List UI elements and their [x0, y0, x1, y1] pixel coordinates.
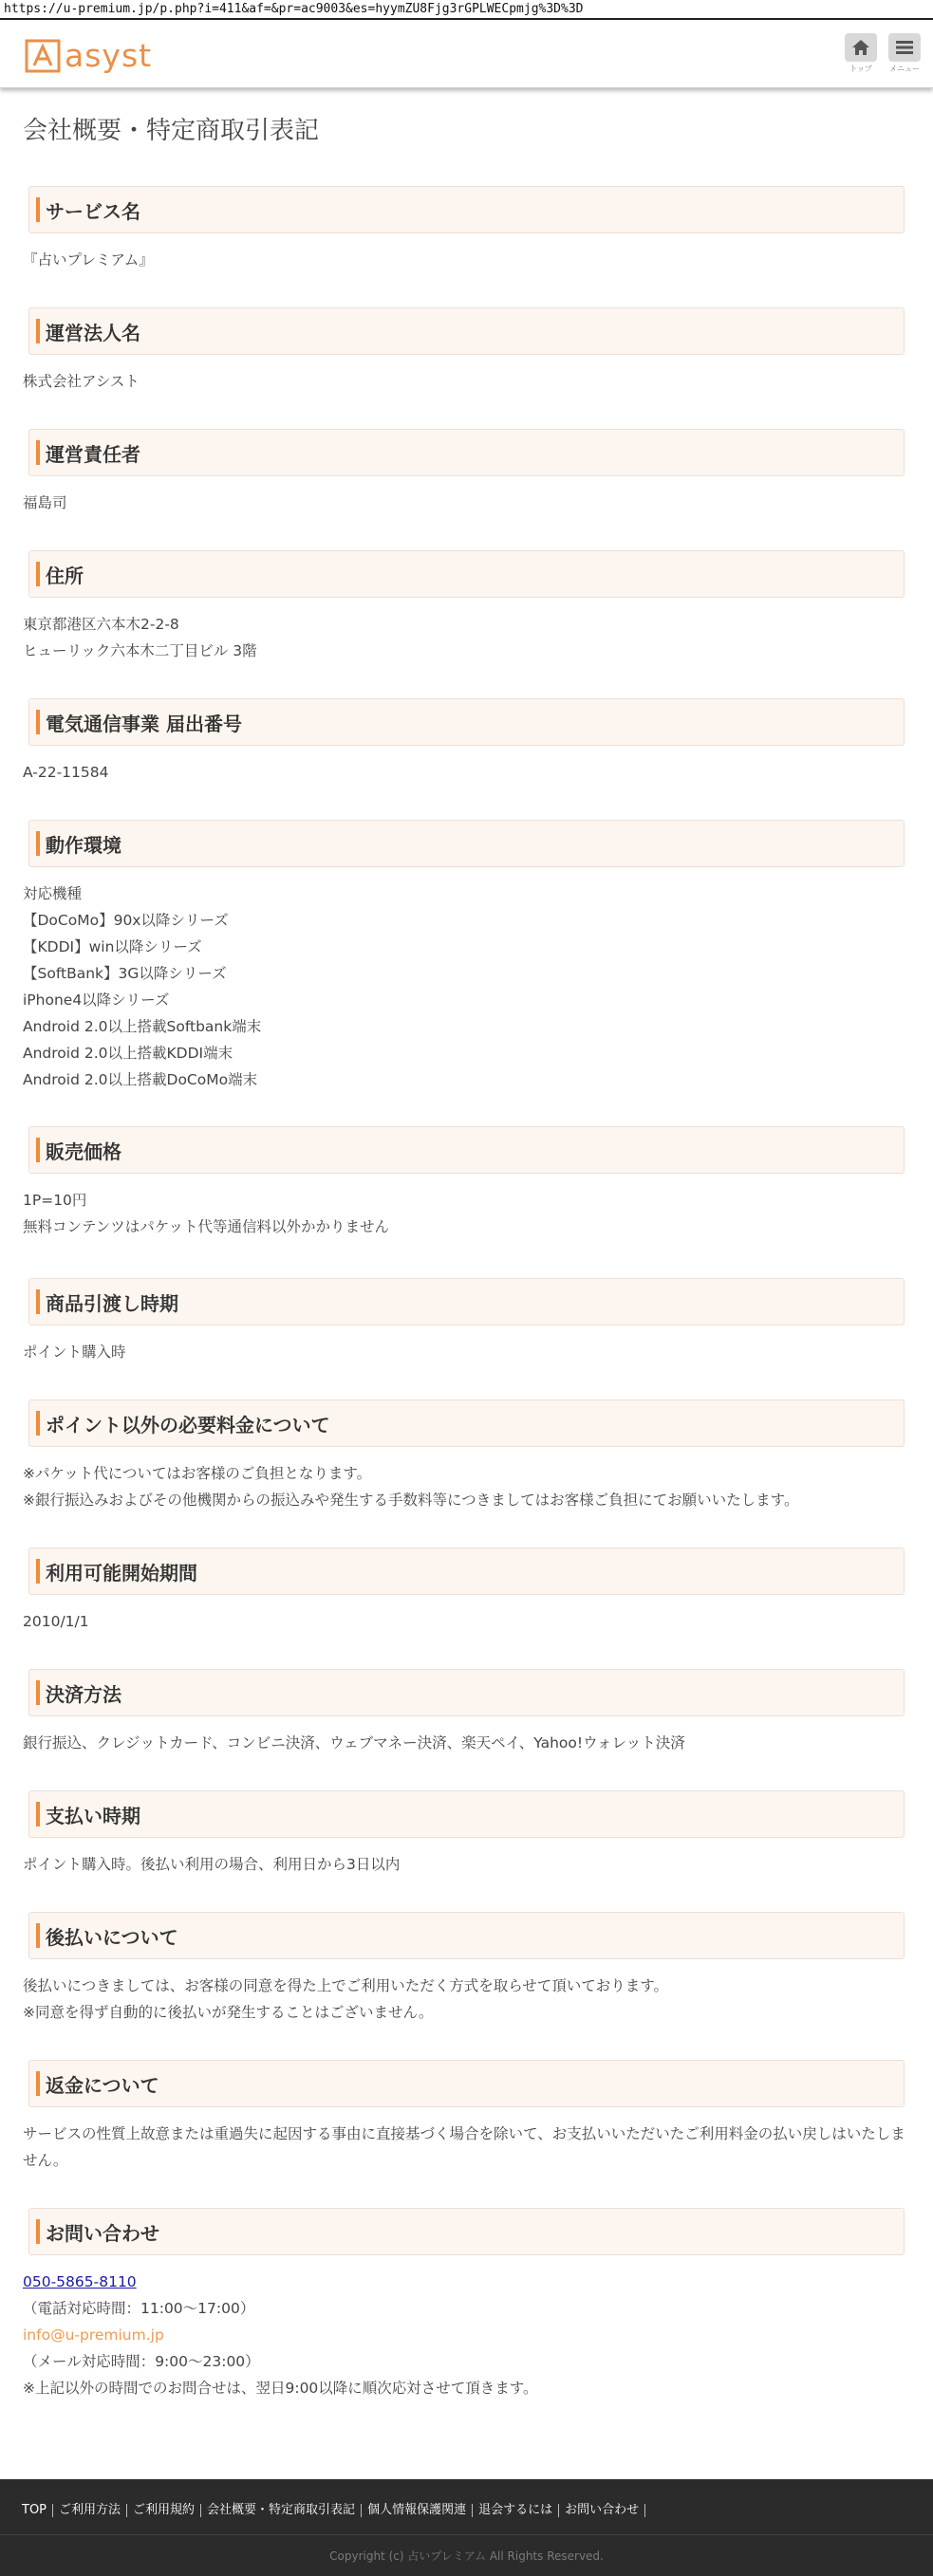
section-body-line: ポイント購入時。後払い利用の場合、利用日から3日以内	[23, 1856, 401, 1873]
section-body-line: ※同意を得ず自動的に後払いが発生することはございません。	[23, 2004, 434, 2021]
section-body-line: 対応機種	[23, 885, 83, 902]
footer-link-privacy[interactable]: 個人情報保護関連	[362, 2504, 473, 2517]
section-body	[23, 1460, 910, 1513]
section-heading	[28, 1278, 905, 1325]
section-heading	[28, 1126, 905, 1174]
section-heading	[28, 820, 905, 867]
contact-phone-link[interactable]: 050-5865-8110	[23, 2273, 137, 2290]
site-header	[0, 20, 933, 88]
section-body	[23, 2121, 910, 2174]
contact-email-hours: （メール対応時間：9:00〜23:00）	[23, 2353, 260, 2370]
section-body	[23, 1339, 910, 1365]
section-heading-text: 電気通信事業 届出番号	[46, 712, 242, 735]
footer-link-contact[interactable]: お問い合わせ	[559, 2504, 645, 2517]
heading-accent-bar	[36, 1559, 40, 1584]
section-heading	[28, 429, 905, 476]
section-body	[23, 611, 910, 664]
section-heading-text: 住所	[46, 564, 84, 587]
site-footer	[0, 2479, 933, 2576]
footer-link-terms[interactable]: ご利用規約	[127, 2504, 201, 2517]
section-body	[23, 490, 910, 516]
menu-button-label: メニュー	[889, 65, 920, 73]
section-body-line: 【KDDI】win以降シリーズ	[23, 938, 202, 955]
hamburger-menu-icon	[888, 33, 921, 62]
section-body-line: ヒューリック六本木二丁目ビル 3階	[23, 642, 257, 659]
section-body-line: 後払いにつきましては、お客様の同意を得た上でご利用いただく方式を取らせて頂いております。	[23, 1977, 668, 1994]
section-heading	[28, 1912, 905, 1959]
section-heading	[28, 1399, 905, 1447]
heading-accent-bar	[36, 440, 40, 465]
section-body-line: ※パケット代についてはお客様のご負担となります。	[23, 1465, 372, 1482]
logo-text: asyst	[65, 37, 153, 74]
section-body	[23, 247, 910, 273]
section-heading-text: 運営責任者	[46, 442, 140, 466]
section-body-line: Android 2.0以上搭載DoCoMo端末	[23, 1071, 258, 1088]
section-body-line: 株式会社アシスト	[23, 373, 140, 390]
section-heading	[28, 186, 905, 233]
footer-link-company[interactable]: 会社概要・特定商取引表記	[201, 2504, 362, 2517]
footer-link-unsubscribe[interactable]: 退会するには	[473, 2504, 559, 2517]
heading-accent-bar	[36, 319, 40, 343]
section-body	[23, 1851, 910, 1878]
section-body	[23, 880, 910, 1093]
section-heading-text: 決済方法	[46, 1682, 121, 1706]
heading-accent-bar	[36, 831, 40, 856]
section-heading-text: 後払いについて	[46, 1925, 178, 1949]
section-heading	[28, 2208, 905, 2255]
section-body-line: サービスの性質上故意または重過失に起因する事由に直接基づく場合を除いて、お支払いいただいたご利用料金の払い戻しはいたしません。	[23, 2125, 905, 2169]
section-heading-text: 返金について	[46, 2073, 159, 2097]
contact-note: ※上記以外の時間でのお問合せは、翌日9:00以降に順次応対させて頂きます。	[23, 2380, 538, 2397]
section-body-line: iPhone4以降シリーズ	[23, 991, 170, 1009]
section-body-line: Android 2.0以上搭載Softbank端末	[23, 1018, 262, 1035]
section-heading-text: 商品引渡し時期	[46, 1291, 178, 1315]
section-body-line: Android 2.0以上搭載KDDI端末	[23, 1045, 233, 1062]
section-heading-text: 動作環境	[46, 833, 121, 857]
heading-accent-bar	[36, 562, 40, 586]
heading-accent-bar	[36, 1411, 40, 1436]
footer-divider	[0, 2534, 933, 2535]
section-heading-text: サービス名	[46, 199, 140, 223]
section-body-line: 福島司	[23, 494, 67, 511]
section-heading	[28, 2060, 905, 2107]
contact-phone-hours: （電話対応時間：11:00〜17:00）	[23, 2300, 255, 2317]
section-heading-text: 利用可能開始期間	[46, 1561, 197, 1585]
heading-accent-bar	[36, 1138, 40, 1162]
heading-accent-bar	[36, 710, 40, 734]
section-heading	[28, 1547, 905, 1595]
heading-accent-bar	[36, 1923, 40, 1948]
section-body	[23, 759, 910, 786]
section-heading-text: 運営法人名	[46, 321, 140, 344]
copyright-text: Copyright (c) 占いプレミアム All Rights Reserved.	[329, 2549, 604, 2563]
section-heading-text: ポイント以外の必要料金について	[46, 1413, 330, 1436]
section-heading-text: お問い合わせ	[46, 2221, 159, 2245]
asyst-logo-mark-icon	[25, 39, 61, 73]
top-button-label: トップ	[849, 65, 872, 73]
section-heading-text: 支払い時期	[46, 1804, 140, 1827]
contact-email-link[interactable]: info@u-premium.jp	[23, 2326, 164, 2344]
section-body-line: ポイント購入時	[23, 1344, 126, 1361]
section-heading	[28, 698, 905, 746]
section-body-line: 2010/1/1	[23, 1613, 89, 1630]
section-body-line: ※銀行振込みおよびその他機関からの振込みや発生する手数料等につきましてはお客様ご負担にてお願いいたします。	[23, 1492, 799, 1509]
section-body-line: 無料コンテンツはパケット代等通信料以外かかりません	[23, 1218, 389, 1235]
section-body	[23, 368, 910, 395]
browser-url-bar[interactable]: https://u-premium.jp/p.php?i=411&af=&pr=ac9003&es=hyymZU8Fjg3rGPLWECpmjg%3D%3D	[0, 0, 933, 20]
heading-accent-bar	[36, 1680, 40, 1705]
footer-link-top[interactable]: TOP	[17, 2504, 53, 2517]
footer-nav	[17, 2497, 645, 2524]
section-heading	[28, 1669, 905, 1716]
section-body	[23, 1730, 910, 1756]
section-heading-text: 販売価格	[46, 1140, 121, 1163]
home-icon	[845, 33, 877, 62]
heading-accent-bar	[36, 1802, 40, 1826]
heading-accent-bar	[36, 2071, 40, 2096]
page-title: 会社概要・特定商取引表記	[23, 117, 320, 145]
section-body	[23, 1608, 910, 1635]
section-body-line: A-22-11584	[23, 764, 109, 781]
section-body	[23, 1187, 910, 1240]
section-heading	[28, 550, 905, 598]
section-heading	[28, 307, 905, 355]
section-body-line: 銀行振込、クレジットカード、コンビニ決済、ウェブマネー決済、楽天ペイ、Yahoo!ウォレット決済	[23, 1734, 685, 1751]
heading-accent-bar	[36, 2219, 40, 2244]
section-body	[23, 2269, 910, 2401]
heading-accent-bar	[36, 1289, 40, 1314]
section-body-line: 【SoftBank】3G以降シリーズ	[23, 965, 227, 982]
top-button[interactable]	[841, 33, 881, 74]
asyst-logo[interactable]	[25, 37, 152, 75]
section-body-line: 1P=10円	[23, 1192, 87, 1209]
section-heading	[28, 1790, 905, 1838]
section-body-line: 『占いプレミアム』	[23, 251, 154, 269]
section-body-line: 東京都港区六本木2-2-8	[23, 616, 179, 633]
section-body	[23, 1973, 910, 2026]
section-body-line: 【DoCoMo】90x以降シリーズ	[23, 912, 229, 929]
heading-accent-bar	[36, 197, 40, 222]
footer-link-usage[interactable]: ご利用方法	[53, 2504, 127, 2517]
menu-button[interactable]	[885, 33, 924, 74]
